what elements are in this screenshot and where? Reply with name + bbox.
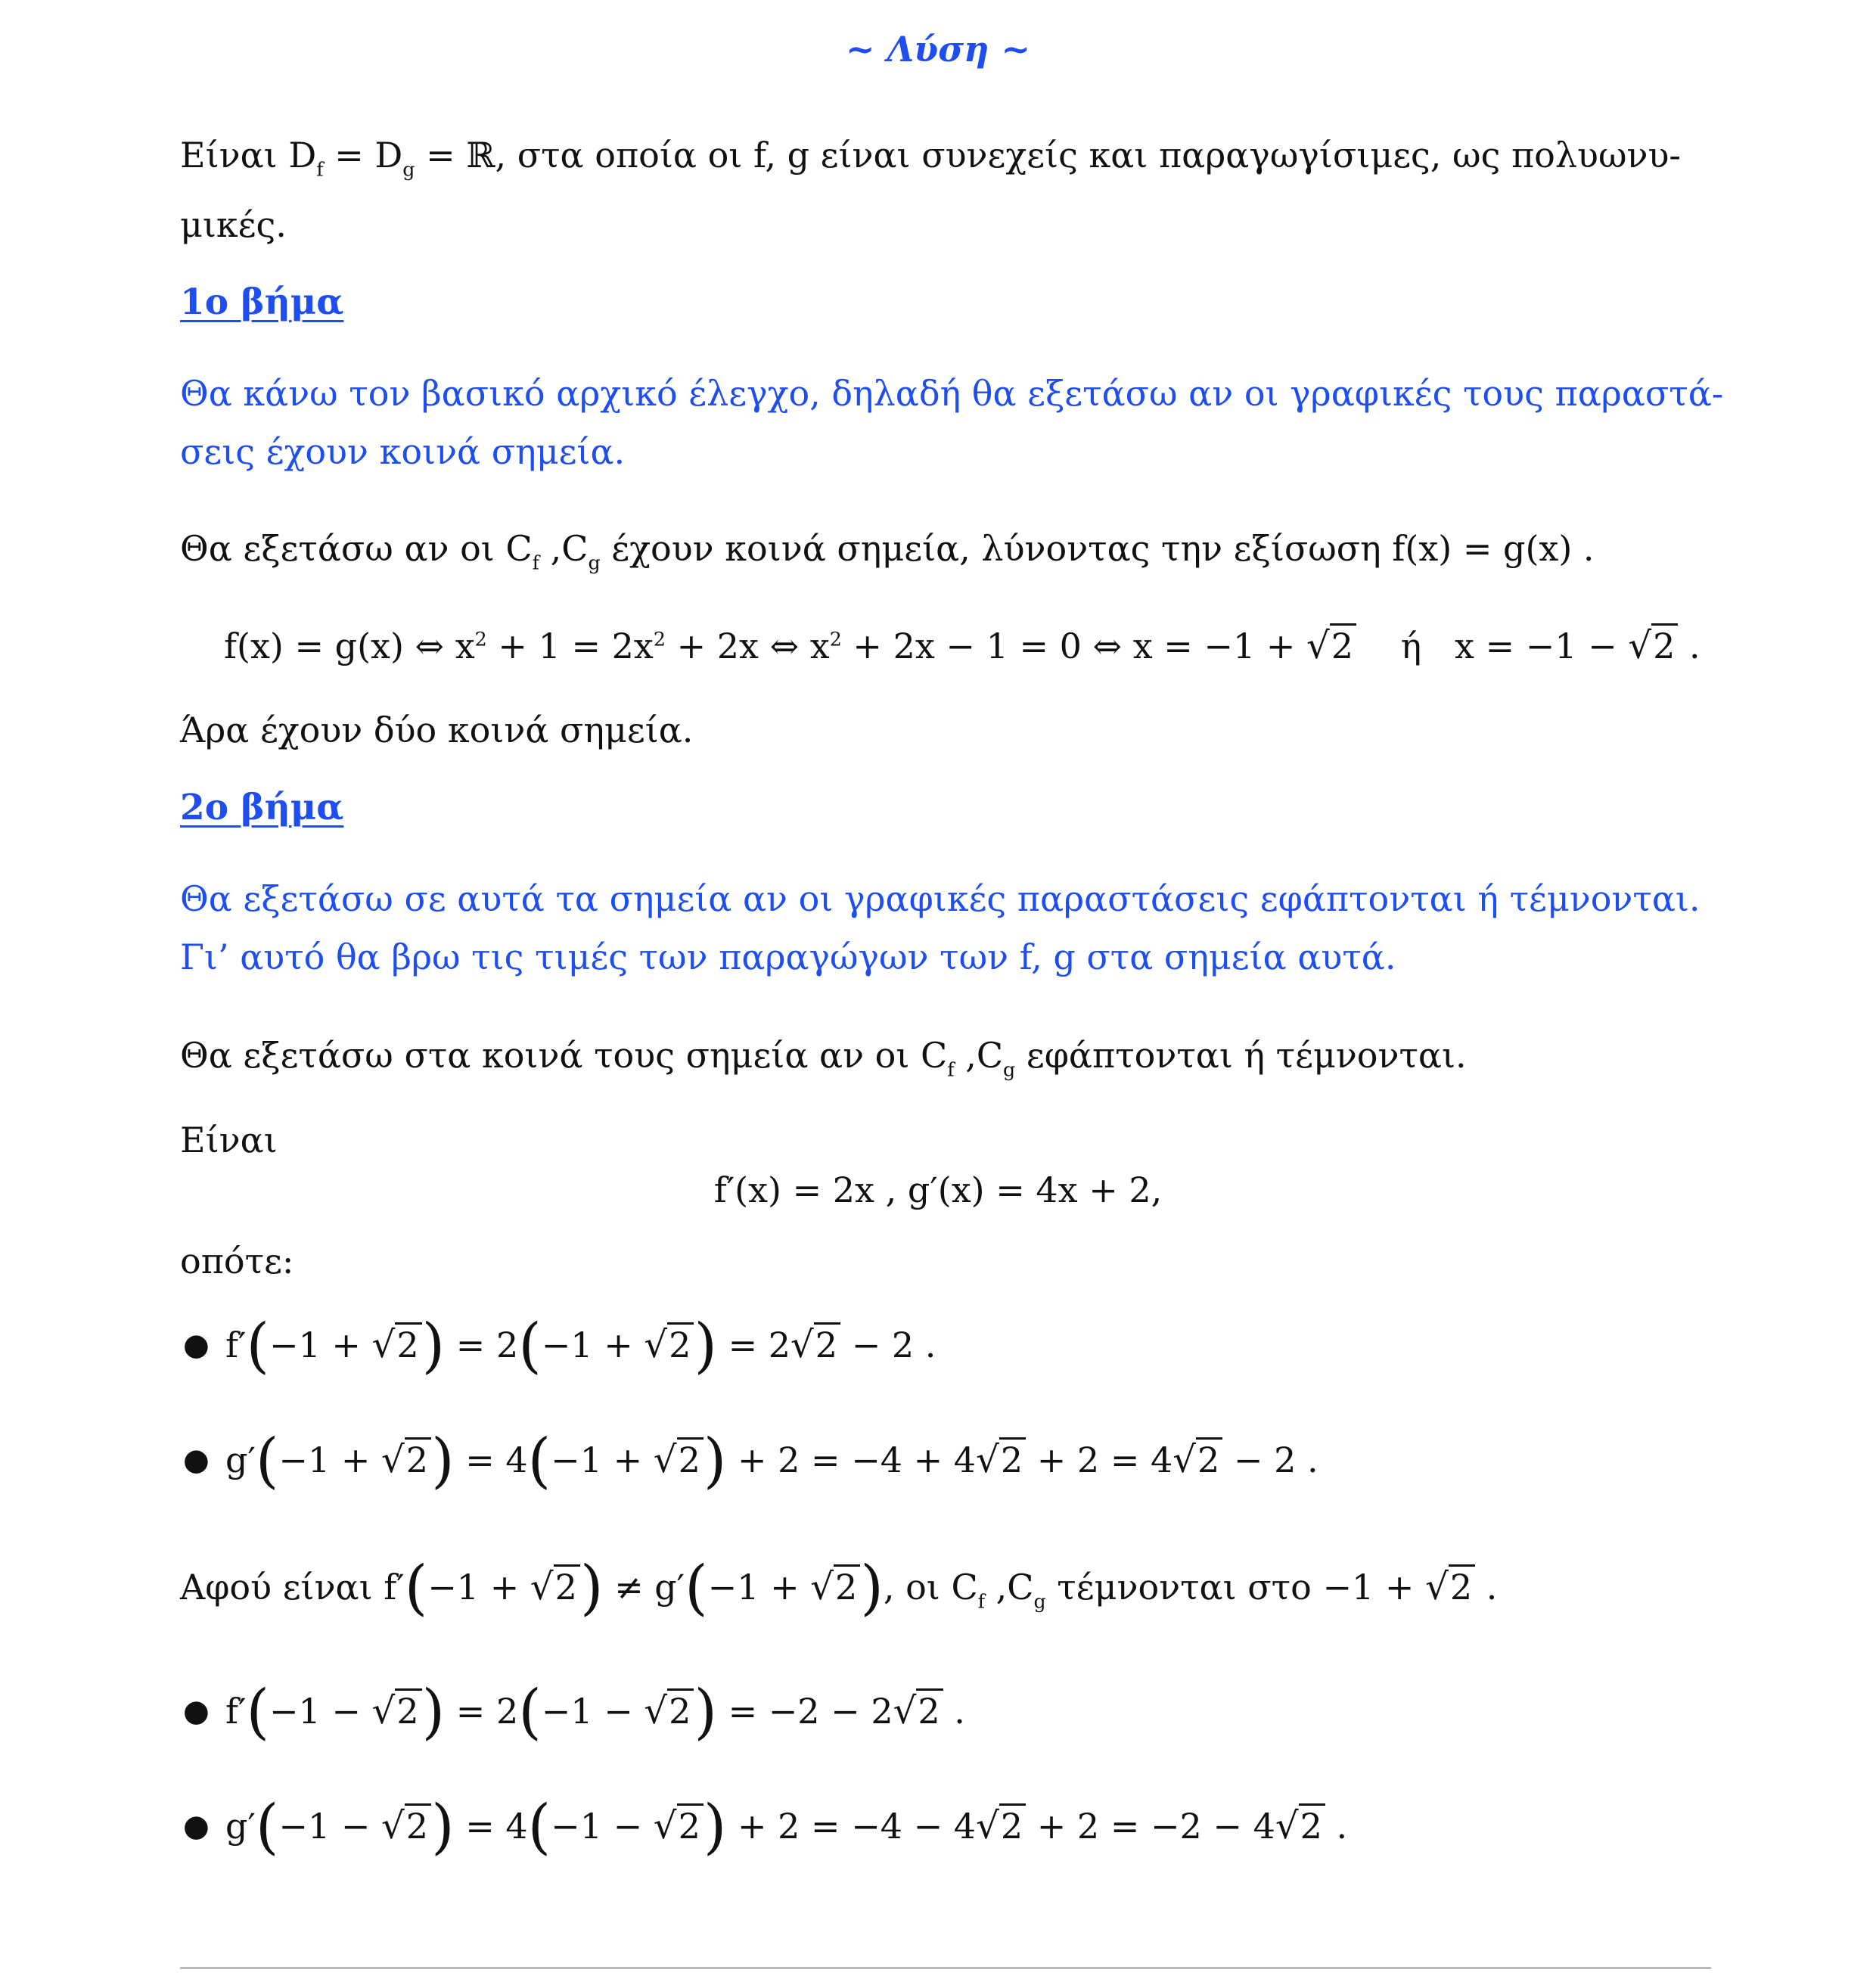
step-2-heading: 2ο βήμα: [180, 787, 344, 828]
gprime-at-root-1: g′(−1 + √2) = 4(−1 + √2) + 2 = −4 + 4√2 + 2 = 4√2 − 2 .: [225, 1426, 1318, 1496]
intro-line-1: Είναι $D_f = D_g$ = ℝ, στα οποία οι f, g είναι συνεχείς και παραγωγίσιμες, ως πολυωνυ-: [180, 135, 1681, 181]
curves-cf-cg: $C_f$ $,C_g$: [921, 1035, 1016, 1081]
curves-cf-cg: $C_f$ $,C_g$: [505, 528, 601, 574]
bullet-icon: ●: [183, 1809, 210, 1844]
bullet-icon: ●: [183, 1443, 210, 1477]
afou-line: Αφού είναι f′(−1 + √2) ≠ g′(−1 + √2), οι $C_f$ $,C_g$ τέμνονται στο −1 + √2 .: [180, 1553, 1498, 1623]
step-1-conclusion: Άρα έχουν δύο κοινά σημεία.: [180, 710, 694, 750]
step-1-blue-line-1: Θα κάνω τον βασικό αρχικό έλεγχο, δηλαδή θα εξετάσω αν οι γραφικές τους παραστά-: [180, 373, 1724, 414]
step-2-blue-line-1: Θα εξετάσω σε αυτά τα σημεία αν οι γραφικές παραστάσεις εφάπτονται ή τέμνονται.: [180, 878, 1701, 919]
opote-label: οπότε:: [180, 1241, 294, 1281]
intro-line-2: μικές.: [180, 204, 287, 245]
derivatives: f′(x) = 2x , g′(x) = 4x + 2,: [713, 1170, 1163, 1210]
page-divider: [180, 1967, 1711, 1969]
bullet-icon: ●: [183, 1328, 210, 1362]
step-2-check-line: Θα εξετάσω στα κοινά τους σημεία αν οι $C_f$ $,C_g$ εφάπτονται ή τέμνονται.: [180, 1035, 1467, 1081]
fprime-at-root-2: f′(−1 − √2) = 2(−1 − √2) = −2 − 2√2 .: [225, 1677, 965, 1747]
step-1-check-line: Θα εξετάσω αν οι $C_f$ $,C_g$ έχουν κοινά σημεία, λύνοντας την εξίσωση f(x) = g(x) .: [180, 528, 1595, 574]
step-2-blue-line-2: Γι’ αυτό θα βρω τις τιμές των παραγώγων των f, g στα σημεία αυτά.: [180, 937, 1396, 977]
bullet-icon: ●: [183, 1694, 210, 1729]
gprime-at-root-2: g′(−1 − √2) = 4(−1 − √2) + 2 = −4 − 4√2 + 2 = −2 − 4√2 .: [225, 1792, 1348, 1862]
solve-equation: f(x) = g(x) ⇔ $x^2 + 1 = 2x^2 + 2x$ ⇔ $x^2 + 2x - 1 = 0$ ⇔ x = −1 + √2 ή x = −1 − √2 .: [224, 625, 1701, 667]
step-1-blue-line-2: σεις έχουν κοινά σημεία.: [180, 431, 626, 472]
curves-cf-cg: $C_f$ $,C_g$: [951, 1567, 1046, 1613]
step-1-heading: 1ο βήμα: [180, 281, 344, 323]
einai-label: Είναι: [180, 1120, 278, 1160]
domain-formula: $D_f = D_g$ = ℝ: [288, 135, 495, 181]
solution-title: ~ Λύση ~: [845, 29, 1031, 70]
fprime-at-root-1: f′(−1 + √2) = 2(−1 + √2) = 2√2 − 2 .: [225, 1311, 936, 1381]
